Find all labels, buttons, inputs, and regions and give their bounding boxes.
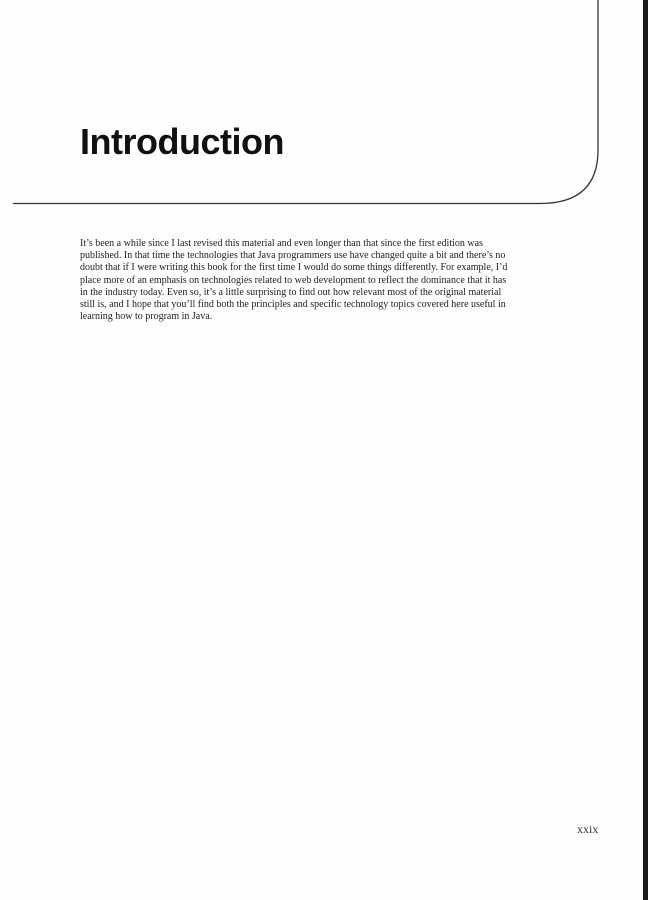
intro-paragraph [80,238,600,323]
paragraph-line: place more of an emphasis on technologies related to web development to reflect the dominance that it has [80,274,507,286]
chapter-header-frame [0,0,643,220]
paragraph-line: in the industry today. Even so, it’s a little surprising to find out how relevant most of the original material [80,286,502,298]
viewer-background [648,0,660,900]
paragraph-line: It’s been a while since I last revised this material and even longer than that since the first edition was [80,238,483,249]
header-rule-line [13,0,598,204]
page-number: xxix [577,822,599,836]
paragraph-line: doubt that if I were writing this book for the first time I would do some things differently. For example, I’d [80,262,508,274]
paragraph-line: published. In that time the technologies that Java programmers use have changed quite a bit and there’s no [80,250,506,262]
paragraph-line: learning how to program in Java. [80,311,213,323]
chapter-title: Introduction [80,121,284,162]
paragraph-line: still is, and I hope that you’ll find both the principles and specific technology topics covered here useful in [80,299,506,311]
